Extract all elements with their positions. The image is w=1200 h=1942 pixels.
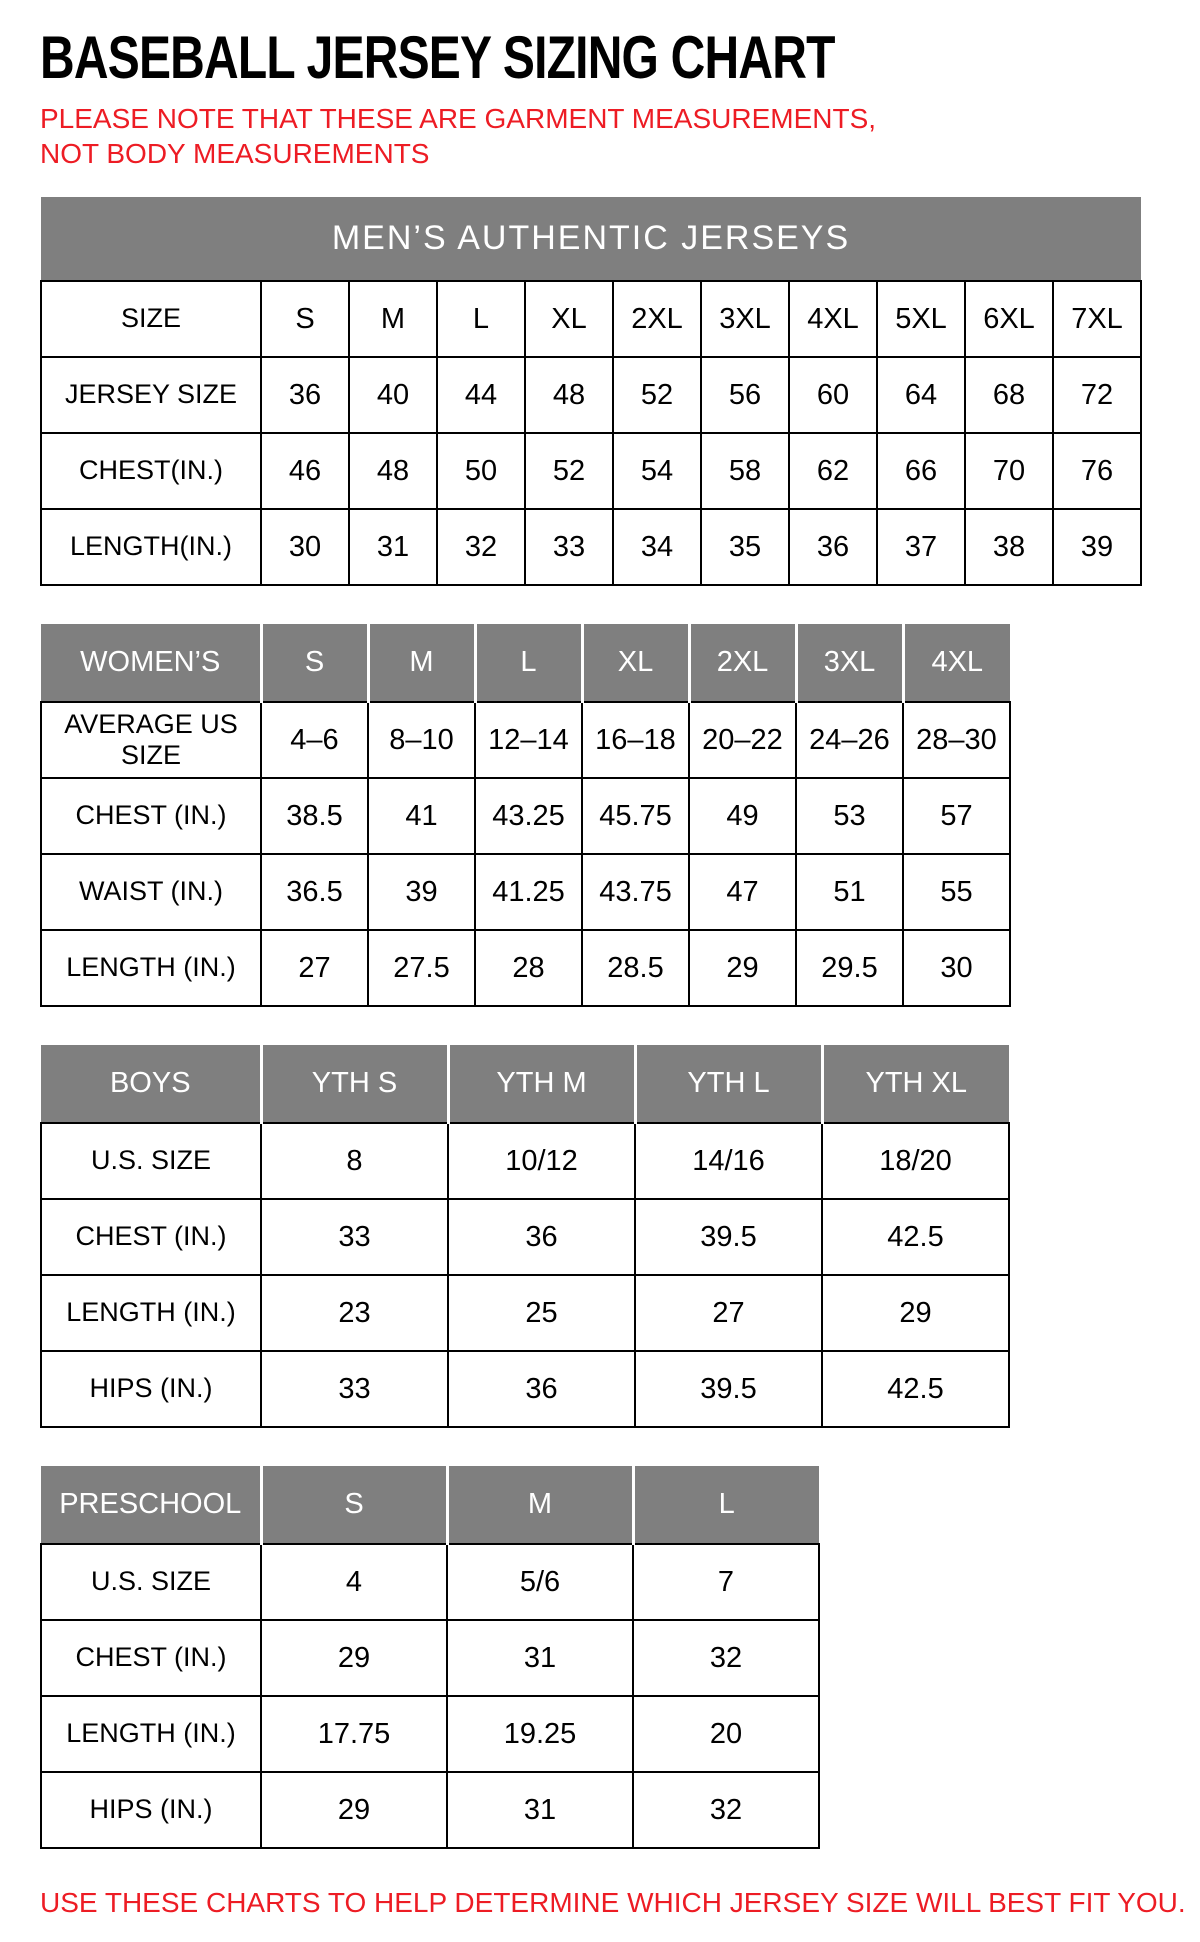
table-cell: 31 — [447, 1620, 633, 1696]
table-cell: 31 — [349, 509, 437, 585]
table-cell: 8 — [261, 1123, 448, 1199]
table-cell: 28–30 — [903, 702, 1010, 778]
table-cell: 39.5 — [635, 1351, 822, 1427]
table-row — [41, 854, 1010, 930]
table-cell: 25 — [448, 1275, 635, 1351]
table-cell: 57 — [903, 778, 1010, 854]
table-cell: 28.5 — [582, 930, 689, 1006]
table-cell: 28 — [475, 930, 582, 1006]
table-cell: 5/6 — [447, 1544, 633, 1620]
table-cell: S — [261, 281, 349, 357]
table-cell: 32 — [437, 509, 525, 585]
table-cell: 14/16 — [635, 1123, 822, 1199]
table-row — [41, 1275, 1009, 1351]
column-header: YTH L — [635, 1045, 822, 1123]
table-header-row — [41, 1045, 1009, 1123]
table-row — [41, 778, 1010, 854]
table-cell: 44 — [437, 357, 525, 433]
table-cell: 40 — [349, 357, 437, 433]
womens-sizing-table — [40, 624, 1011, 1007]
column-header: YTH XL — [822, 1045, 1009, 1123]
table-cell: 27 — [261, 930, 368, 1006]
table-cell: 41.25 — [475, 854, 582, 930]
table-cell: 39 — [1053, 509, 1141, 585]
column-header: S — [261, 624, 368, 702]
table-cell: 41 — [368, 778, 475, 854]
table-cell: 38.5 — [261, 778, 368, 854]
table-cell: 38 — [965, 509, 1053, 585]
column-header: M — [368, 624, 475, 702]
table-cell: 7XL — [1053, 281, 1141, 357]
table-cell: 30 — [261, 509, 349, 585]
column-header: 2XL — [689, 624, 796, 702]
table-cell: 42.5 — [822, 1351, 1009, 1427]
page-title — [40, 26, 1200, 89]
row-label: HIPS (IN.) — [41, 1351, 261, 1427]
mens-sizing-table — [40, 197, 1142, 586]
table-row — [41, 357, 1141, 433]
table-row — [41, 433, 1141, 509]
table-cell: 24–26 — [796, 702, 903, 778]
table-title-row — [41, 197, 1141, 281]
row-label: CHEST (IN.) — [41, 1620, 261, 1696]
table-cell: 7 — [633, 1544, 819, 1620]
table-row — [41, 1123, 1009, 1199]
table-cell: 5XL — [877, 281, 965, 357]
table-cell: 58 — [701, 433, 789, 509]
table-cell: 53 — [796, 778, 903, 854]
column-header: 4XL — [903, 624, 1010, 702]
table-cell: 39 — [368, 854, 475, 930]
row-label: LENGTH (IN.) — [41, 1696, 261, 1772]
table-cell: 4–6 — [261, 702, 368, 778]
column-header: L — [633, 1466, 819, 1544]
table-cell: 6XL — [965, 281, 1053, 357]
table-cell: 20 — [633, 1696, 819, 1772]
table-cell: 36 — [261, 357, 349, 433]
table-cell: 45.75 — [582, 778, 689, 854]
table-row — [41, 930, 1010, 1006]
table-cell: 34 — [613, 509, 701, 585]
table-cell: 29 — [822, 1275, 1009, 1351]
column-header: L — [475, 624, 582, 702]
table-cell: 39.5 — [635, 1199, 822, 1275]
table-cell: 76 — [1053, 433, 1141, 509]
table-row — [41, 1544, 819, 1620]
table-cell: L — [437, 281, 525, 357]
row-label: LENGTH (IN.) — [41, 1275, 261, 1351]
table-cell: 64 — [877, 357, 965, 433]
table-row — [41, 702, 1010, 778]
table-cell: 16–18 — [582, 702, 689, 778]
row-label: WAIST (IN.) — [41, 854, 261, 930]
page-title-text: BASEBALL JERSEY SIZING CHART — [40, 24, 835, 91]
table-cell: 52 — [613, 357, 701, 433]
table-cell: 36.5 — [261, 854, 368, 930]
table-cell: 37 — [877, 509, 965, 585]
row-label: SIZE — [41, 281, 261, 357]
row-label: LENGTH (IN.) — [41, 930, 261, 1006]
footer-note: USE THESE CHARTS TO HELP DETERMINE WHICH JERSEY SIZE WILL BEST FIT YOU. — [40, 1887, 1186, 1918]
table-cell: 2XL — [613, 281, 701, 357]
table-cell: 66 — [877, 433, 965, 509]
table-cell: 70 — [965, 433, 1053, 509]
table-header-row — [41, 1466, 819, 1544]
column-header: YTH M — [448, 1045, 635, 1123]
table-cell: 33 — [261, 1199, 448, 1275]
table-cell: 29.5 — [796, 930, 903, 1006]
column-header: BOYS — [41, 1045, 261, 1123]
table-cell: 50 — [437, 433, 525, 509]
boys-sizing-table — [40, 1045, 1010, 1428]
table-cell: 55 — [903, 854, 1010, 930]
table-cell: 52 — [525, 433, 613, 509]
column-header: 3XL — [796, 624, 903, 702]
table-cell: 10/12 — [448, 1123, 635, 1199]
row-label: CHEST (IN.) — [41, 1199, 261, 1275]
table-cell: 36 — [789, 509, 877, 585]
row-label: JERSEY SIZE — [41, 357, 261, 433]
measurement-note: PLEASE NOTE THAT THESE ARE GARMENT MEASUREMENTS, NOT BODY MEASUREMENTS — [40, 103, 877, 169]
table-cell: 32 — [633, 1620, 819, 1696]
table-cell: 30 — [903, 930, 1010, 1006]
table-row — [41, 509, 1141, 585]
table-cell: 23 — [261, 1275, 448, 1351]
table-cell: 3XL — [701, 281, 789, 357]
column-header: YTH S — [261, 1045, 448, 1123]
table-row — [41, 1772, 819, 1848]
column-header: PRESCHOOL — [41, 1466, 261, 1544]
table-cell: 19.25 — [447, 1696, 633, 1772]
table-cell: 54 — [613, 433, 701, 509]
table-cell: M — [349, 281, 437, 357]
table-cell: 29 — [689, 930, 796, 1006]
row-label: U.S. SIZE — [41, 1123, 261, 1199]
mens-table-title: MEN’S AUTHENTIC JERSEYS — [41, 197, 1141, 281]
table-cell: 17.75 — [261, 1696, 447, 1772]
table-cell: 47 — [689, 854, 796, 930]
row-label: CHEST(IN.) — [41, 433, 261, 509]
table-cell: 27.5 — [368, 930, 475, 1006]
table-cell: 56 — [701, 357, 789, 433]
table-cell: 35 — [701, 509, 789, 585]
row-label: AVERAGE US SIZE — [41, 702, 261, 778]
table-cell: 51 — [796, 854, 903, 930]
table-row — [41, 1351, 1009, 1427]
row-label: LENGTH(IN.) — [41, 509, 261, 585]
table-cell: 32 — [633, 1772, 819, 1848]
table-cell: 18/20 — [822, 1123, 1009, 1199]
table-cell: 49 — [689, 778, 796, 854]
table-cell: 4XL — [789, 281, 877, 357]
table-cell: 12–14 — [475, 702, 582, 778]
table-cell: 68 — [965, 357, 1053, 433]
table-cell: 8–10 — [368, 702, 475, 778]
table-cell: 33 — [525, 509, 613, 585]
table-row — [41, 1620, 819, 1696]
table-cell: 27 — [635, 1275, 822, 1351]
table-cell: 33 — [261, 1351, 448, 1427]
table-cell: 43.75 — [582, 854, 689, 930]
table-cell: 31 — [447, 1772, 633, 1848]
table-cell: 4 — [261, 1544, 447, 1620]
table-cell: 20–22 — [689, 702, 796, 778]
column-header: WOMEN’S — [41, 624, 261, 702]
table-cell: 36 — [448, 1199, 635, 1275]
table-row — [41, 1696, 819, 1772]
table-cell: 29 — [261, 1620, 447, 1696]
table-cell: 48 — [349, 433, 437, 509]
table-cell: 60 — [789, 357, 877, 433]
table-cell: 42.5 — [822, 1199, 1009, 1275]
table-row — [41, 281, 1141, 357]
table-cell: 72 — [1053, 357, 1141, 433]
column-header: M — [447, 1466, 633, 1544]
table-cell: 43.25 — [475, 778, 582, 854]
table-header-row — [41, 624, 1010, 702]
table-cell: 36 — [448, 1351, 635, 1427]
table-cell: 46 — [261, 433, 349, 509]
table-row — [41, 1199, 1009, 1275]
column-header: XL — [582, 624, 689, 702]
row-label: CHEST (IN.) — [41, 778, 261, 854]
row-label: U.S. SIZE — [41, 1544, 261, 1620]
table-cell: XL — [525, 281, 613, 357]
column-header: S — [261, 1466, 447, 1544]
preschool-sizing-table — [40, 1466, 820, 1849]
table-cell: 48 — [525, 357, 613, 433]
row-label: HIPS (IN.) — [41, 1772, 261, 1848]
table-cell: 62 — [789, 433, 877, 509]
table-cell: 29 — [261, 1772, 447, 1848]
